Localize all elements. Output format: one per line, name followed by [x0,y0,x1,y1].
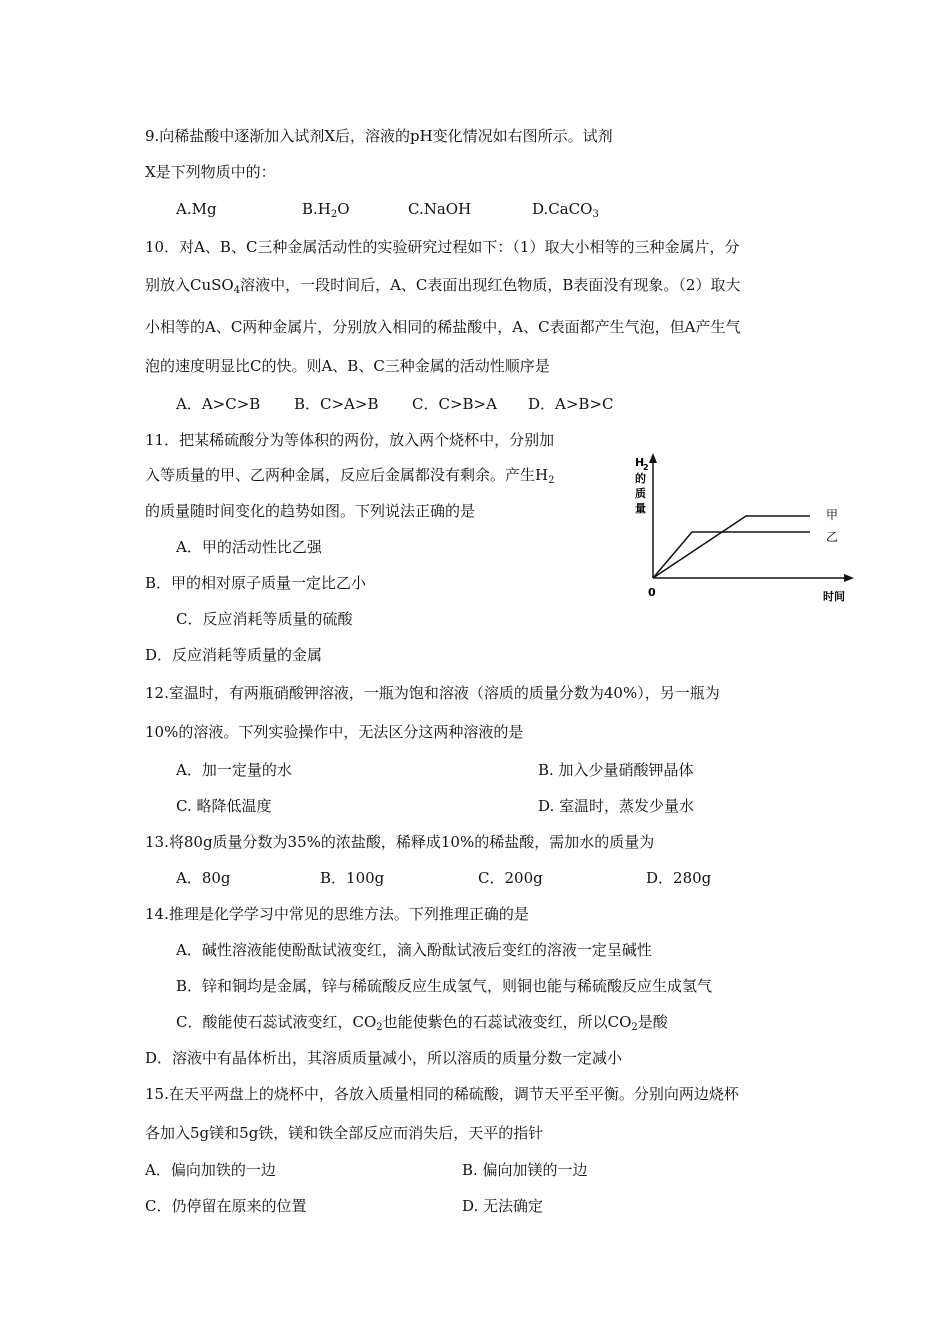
q14-option-b: B．锌和铜均是金属，锌与稀硫酸反应生成氢气，则铜也能与稀硫酸反应生成氢气 [176,977,713,995]
q9-option-a: A.Mg [176,200,217,218]
h2-mass-time-graph [618,448,860,608]
y-label-h: H [635,456,645,469]
q11-option-d: D．反应消耗等质量的金属 [145,646,323,664]
q15-option-c: C．仍停留在原来的位置 [145,1197,307,1215]
q14-option-d: D．溶液中有晶体析出，其溶质质量减小，所以溶质的质量分数一定减小 [145,1049,623,1067]
q12-option-d: D. 室温时，蒸发少量水 [538,797,695,815]
q15-option-a: A．偏向加铁的一边 [145,1161,276,1179]
q15-option-b: B. 偏向加镁的一边 [462,1161,588,1179]
q9-option-c: C.NaOH [408,200,472,218]
q10-stem-line1: 10．对A、B、C三种金属活动性的实验研究过程如下：（1）取大小相等的三种金属片，分 [145,238,740,256]
series-label-jia: 甲 [826,508,839,522]
q11-stem-line2: 入等质量的甲、乙两种金属，反应后金属都没有剩余。产生$H_2$ [145,466,555,486]
q12-option-a: A．加一定量的水 [176,761,292,779]
origin-label: 0 [648,586,656,599]
q14-option-a: A．碱性溶液能使酚酞试液变红，滴入酚酞试液后变红的溶液一定呈碱性 [176,941,652,959]
q12-option-c: C. 略降低温度 [176,797,272,815]
q11-stem-line1: 11．把某稀硫酸分为等体积的两份，放入两个烧杯中，分别加 [145,431,555,449]
y-label-char-1: 的 [635,472,646,485]
x-axis-label: 时间 [823,590,845,603]
y-label-char-2: 质 [635,487,646,500]
q12-option-b: B. 加入少量硝酸钾晶体 [538,761,694,779]
q10-option-c: C．C>B>A [412,395,497,413]
q13-option-b: B．100g [320,869,385,887]
q9-stem-line2: X是下列物质中的： [145,163,276,181]
q15-option-d: D. 无法确定 [462,1197,544,1215]
q9-option-b: $B.H_2O$ [302,200,350,220]
q13-option-c: C．200g [478,869,543,887]
y-label-char-3: 量 [635,502,646,515]
graph-svg [618,448,860,608]
q11-option-a: A．甲的活动性比乙强 [176,538,322,556]
q10-option-b: B．C>A>B [294,395,379,413]
q13-option-d: D．280g [646,869,712,887]
q11-option-c: C．反应消耗等质量的硫酸 [176,610,353,628]
y-label-h-sub: 2 [643,463,649,472]
q12-stem-line1: 12.室温时，有两瓶硝酸钾溶液，一瓶为饱和溶液（溶质的质量分数为40%），另一瓶为 [145,684,720,702]
q10-stem-line4: 泡的速度明显比C的快。则A、B、C三种金属的活动性顺序是 [145,357,550,375]
q13-stem: 13.将80g质量分数为35%的浓盐酸，稀释成10%的稀盐酸，需加水的质量为 [145,833,655,851]
graph-frame [618,448,860,608]
q11-option-b: B．甲的相对原子质量一定比乙小 [145,574,367,592]
q14-stem: 14.推理是化学学习中常见的思维方法。下列推理正确的是 [145,905,529,923]
q11-stem-line3: 的质量随时间变化的趋势如图。下列说法正确的是 [145,502,476,520]
q10-option-a: A．A>C>B [176,395,261,413]
q9-stem-line1: 9.向稀盐酸中逐渐加入试剂X后，溶液的pH变化情况如右图所示。试剂 [145,127,613,145]
q15-stem-line1: 15.在天平两盘上的烧杯中，各放入质量相同的稀硫酸，调节天平至平衡。分别向两边烧杯 [145,1085,739,1103]
series-label-yi: 乙 [826,530,839,544]
q10-option-d: D．A>B>C [528,395,614,413]
q15-stem-line2: 各加入5g镁和5g铁，镁和铁全部反应而消失后，天平的指针 [145,1124,544,1142]
q13-option-a: A．80g [176,869,231,887]
q12-stem-line2: 10%的溶液。下列实验操作中，无法区分这两种溶液的是 [145,723,524,741]
q14-option-c: C．酸能使石蕊试液变红，$CO_2$也能使紫色的石蕊试液变红，所以$CO_2$是酸 [176,1013,668,1033]
q10-stem-line3: 小相等的A、C两种金属片，分别放入相同的稀盐酸中，A、C表面都产生气泡，但A产生气 [145,318,741,336]
q10-stem-line2: 别放入CuSO$_4$溶液中，一段时间后，A、C表面出现红色物质，B表面没有现象。（2）取大 [145,276,741,296]
q9-option-d: D.CaCO$_3$ [532,200,599,220]
